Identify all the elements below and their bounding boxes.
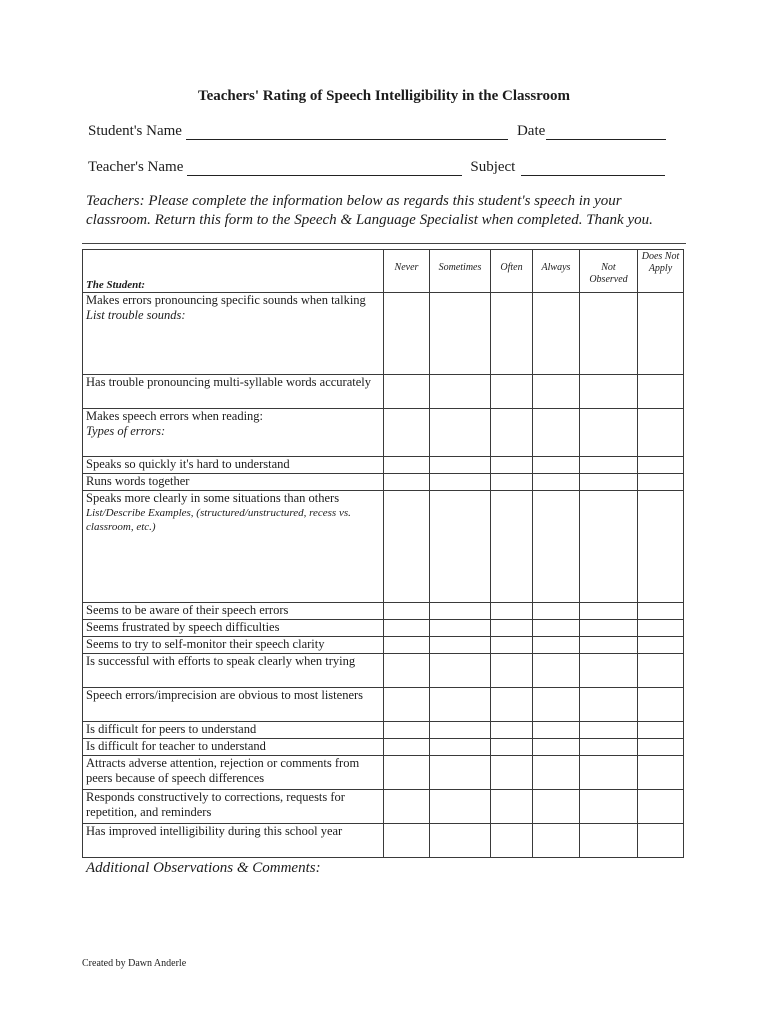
rating-cell[interactable] — [580, 474, 638, 491]
rating-cell[interactable] — [638, 739, 684, 756]
row-description — [83, 620, 384, 637]
rating-cell[interactable] — [533, 739, 580, 756]
table-row — [83, 375, 684, 409]
rating-cell[interactable] — [430, 739, 491, 756]
rating-cell[interactable] — [580, 688, 638, 722]
row-text: Attracts adverse attention, rejection or comments from peers because of speech differences — [86, 756, 360, 785]
rating-cell[interactable] — [533, 409, 580, 457]
header-never: Never — [384, 250, 430, 293]
rating-cell[interactable] — [491, 688, 533, 722]
table-row — [83, 474, 684, 491]
rating-cell[interactable] — [384, 474, 430, 491]
row-description — [83, 457, 384, 474]
table-row — [83, 603, 684, 620]
rating-cell[interactable] — [533, 603, 580, 620]
row-text: Responds constructively to corrections, requests for repetition, and reminders — [86, 790, 345, 819]
table-row — [83, 457, 684, 474]
rating-cell[interactable] — [580, 637, 638, 654]
rating-cell[interactable] — [491, 637, 533, 654]
rating-cell[interactable] — [384, 637, 430, 654]
rating-cell[interactable] — [491, 739, 533, 756]
row-description — [83, 722, 384, 739]
subject-field[interactable] — [521, 161, 665, 176]
rating-cell[interactable] — [638, 293, 684, 375]
table-row — [83, 688, 684, 722]
rating-cell[interactable] — [638, 824, 684, 858]
rating-cell[interactable] — [384, 688, 430, 722]
header-always: Always — [533, 250, 580, 293]
additional-comments-label: Additional Observations & Comments: — [86, 860, 321, 876]
divider — [82, 243, 686, 244]
row-text: Makes speech errors when reading: — [86, 409, 264, 423]
header-does-not-apply: Does Not Apply — [638, 250, 684, 293]
rating-cell[interactable] — [638, 474, 684, 491]
rating-cell[interactable] — [430, 491, 491, 603]
rating-cell[interactable] — [638, 409, 684, 457]
row-subprompt: Types of errors: — [86, 424, 166, 438]
rating-cell[interactable] — [533, 824, 580, 858]
row-description — [83, 790, 384, 824]
rating-cell[interactable] — [384, 739, 430, 756]
table-row — [83, 824, 684, 858]
row-text: Has trouble pronouncing multi-syllable words accurately — [86, 375, 371, 389]
rating-cell[interactable] — [638, 620, 684, 637]
header-often: Often — [491, 250, 533, 293]
row-description — [83, 739, 384, 756]
rating-cell[interactable] — [491, 603, 533, 620]
rating-table — [82, 249, 684, 858]
rating-cell[interactable] — [491, 790, 533, 824]
rating-cell[interactable] — [384, 824, 430, 858]
row-text: Speaks so quickly it's hard to understand — [86, 457, 290, 471]
rating-cell[interactable] — [638, 756, 684, 790]
rating-cell[interactable] — [533, 654, 580, 688]
row-text: Is difficult for peers to understand — [86, 722, 257, 736]
rating-cell[interactable] — [580, 824, 638, 858]
row-text: Seems to try to self-monitor their speech clarity — [86, 637, 325, 651]
rating-cell[interactable] — [580, 603, 638, 620]
row-description — [83, 824, 384, 858]
rating-cell[interactable] — [384, 756, 430, 790]
row-description — [83, 603, 384, 620]
date-field[interactable] — [546, 125, 666, 140]
table-row — [83, 722, 684, 739]
rating-cell[interactable] — [580, 375, 638, 409]
rating-cell[interactable] — [491, 491, 533, 603]
header-student: The Student: — [83, 250, 384, 293]
rating-cell[interactable] — [384, 457, 430, 474]
row-description — [83, 491, 384, 603]
rating-cell[interactable] — [638, 491, 684, 603]
row-subprompt: List trouble sounds: — [86, 308, 186, 322]
rating-cell[interactable] — [491, 654, 533, 688]
rating-cell[interactable] — [580, 491, 638, 603]
instructions: Teachers: Please complete the information below as regards this student's speech in your classroom. Return this form to the Speech & Language Specialist when completed. Thank you. — [86, 193, 653, 228]
table-row — [83, 654, 684, 688]
row-text: Speech errors/imprecision are obvious to most listeners — [86, 688, 364, 702]
rating-cell[interactable] — [384, 293, 430, 375]
rating-cell[interactable] — [533, 756, 580, 790]
row-description — [83, 375, 384, 409]
table-row — [83, 409, 684, 457]
row-description — [83, 654, 384, 688]
rating-cell[interactable] — [533, 293, 580, 375]
row-description — [83, 637, 384, 654]
rating-cell[interactable] — [430, 637, 491, 654]
rating-cell[interactable] — [533, 688, 580, 722]
rating-cell[interactable] — [638, 790, 684, 824]
rating-cell[interactable] — [580, 409, 638, 457]
rating-cell[interactable] — [638, 375, 684, 409]
row-text: Speaks more clearly in some situations than others — [86, 491, 340, 505]
rating-cell[interactable] — [580, 457, 638, 474]
rating-cell[interactable] — [430, 688, 491, 722]
rating-cell[interactable] — [580, 654, 638, 688]
student-name-field[interactable] — [186, 125, 508, 140]
rating-cell[interactable] — [638, 457, 684, 474]
row-text: Is difficult for teacher to understand — [86, 739, 266, 753]
rating-cell[interactable] — [430, 756, 491, 790]
header-not-observed: Not Observed — [580, 250, 638, 293]
rating-cell[interactable] — [638, 603, 684, 620]
rating-cell[interactable] — [638, 688, 684, 722]
rating-cell[interactable] — [491, 457, 533, 474]
rating-cell[interactable] — [430, 620, 491, 637]
footer-credit: Created by Dawn Anderle — [82, 958, 187, 969]
rating-cell[interactable] — [638, 654, 684, 688]
teacher-name-row — [88, 158, 665, 176]
row-description — [83, 409, 384, 457]
table-row — [83, 491, 684, 603]
rating-cell[interactable] — [533, 375, 580, 409]
row-text: Is successful with efforts to speak clearly when trying — [86, 654, 356, 668]
row-description — [83, 293, 384, 375]
rating-cell[interactable] — [533, 722, 580, 739]
subject-label: Subject — [470, 159, 516, 175]
row-text: Makes errors pronouncing specific sounds when talking — [86, 293, 366, 307]
rating-cell[interactable] — [580, 620, 638, 637]
table-row — [83, 739, 684, 756]
student-name-row — [88, 122, 666, 140]
row-description — [83, 756, 384, 790]
rating-cell[interactable] — [580, 722, 638, 739]
student-name-label: Student's Name — [88, 123, 182, 139]
rating-cell[interactable] — [491, 375, 533, 409]
row-text: Seems frustrated by speech difficulties — [86, 620, 280, 634]
rating-cell[interactable] — [430, 375, 491, 409]
rating-cell[interactable] — [384, 409, 430, 457]
rating-cell[interactable] — [580, 739, 638, 756]
rating-cell[interactable] — [384, 790, 430, 824]
rating-cell[interactable] — [580, 293, 638, 375]
table-row — [83, 293, 684, 375]
rating-cell[interactable] — [384, 722, 430, 739]
rating-cell[interactable] — [580, 790, 638, 824]
rating-cell[interactable] — [491, 409, 533, 457]
rating-cell[interactable] — [491, 474, 533, 491]
rating-cell[interactable] — [384, 603, 430, 620]
row-text: Has improved intelligibility during this school year — [86, 824, 343, 838]
rating-cell[interactable] — [533, 620, 580, 637]
row-description — [83, 474, 384, 491]
rating-cell[interactable] — [430, 474, 491, 491]
teacher-name-field[interactable] — [187, 161, 462, 176]
rating-cell[interactable] — [533, 790, 580, 824]
rating-cell[interactable] — [430, 409, 491, 457]
rating-cell[interactable] — [430, 654, 491, 688]
teacher-name-label: Teacher's Name — [88, 159, 184, 175]
rating-cell[interactable] — [491, 722, 533, 739]
rating-cell[interactable] — [491, 824, 533, 858]
rating-cell[interactable] — [384, 375, 430, 409]
table-row — [83, 637, 684, 654]
rating-cell[interactable] — [430, 457, 491, 474]
table-row — [83, 790, 684, 824]
header-sometimes: Sometimes — [430, 250, 491, 293]
rating-cell[interactable] — [430, 722, 491, 739]
row-description — [83, 688, 384, 722]
table-row — [83, 756, 684, 790]
rating-cell[interactable] — [384, 491, 430, 603]
row-subprompt: List/Describe Examples, (structured/unstructured, recess vs. classroom, etc.) — [86, 507, 351, 533]
rating-cell[interactable] — [430, 824, 491, 858]
rating-cell[interactable] — [384, 620, 430, 637]
rating-cell[interactable] — [533, 491, 580, 603]
rating-cell[interactable] — [430, 293, 491, 375]
rating-cell[interactable] — [491, 756, 533, 790]
rating-cell[interactable] — [533, 457, 580, 474]
table-row — [83, 620, 684, 637]
rating-cell[interactable] — [384, 654, 430, 688]
row-text: Runs words together — [86, 474, 190, 488]
rating-cell[interactable] — [491, 620, 533, 637]
rating-cell[interactable] — [533, 637, 580, 654]
rating-cell[interactable] — [430, 603, 491, 620]
rating-cell[interactable] — [580, 756, 638, 790]
rating-cell[interactable] — [638, 722, 684, 739]
date-label: Date — [516, 123, 546, 139]
row-text: Seems to be aware of their speech errors — [86, 603, 289, 617]
rating-cell[interactable] — [491, 293, 533, 375]
form-title: Teachers' Rating of Speech Intelligibility in the Classroom — [197, 88, 571, 104]
rating-cell[interactable] — [533, 474, 580, 491]
rating-cell[interactable] — [638, 637, 684, 654]
rating-cell[interactable] — [430, 790, 491, 824]
